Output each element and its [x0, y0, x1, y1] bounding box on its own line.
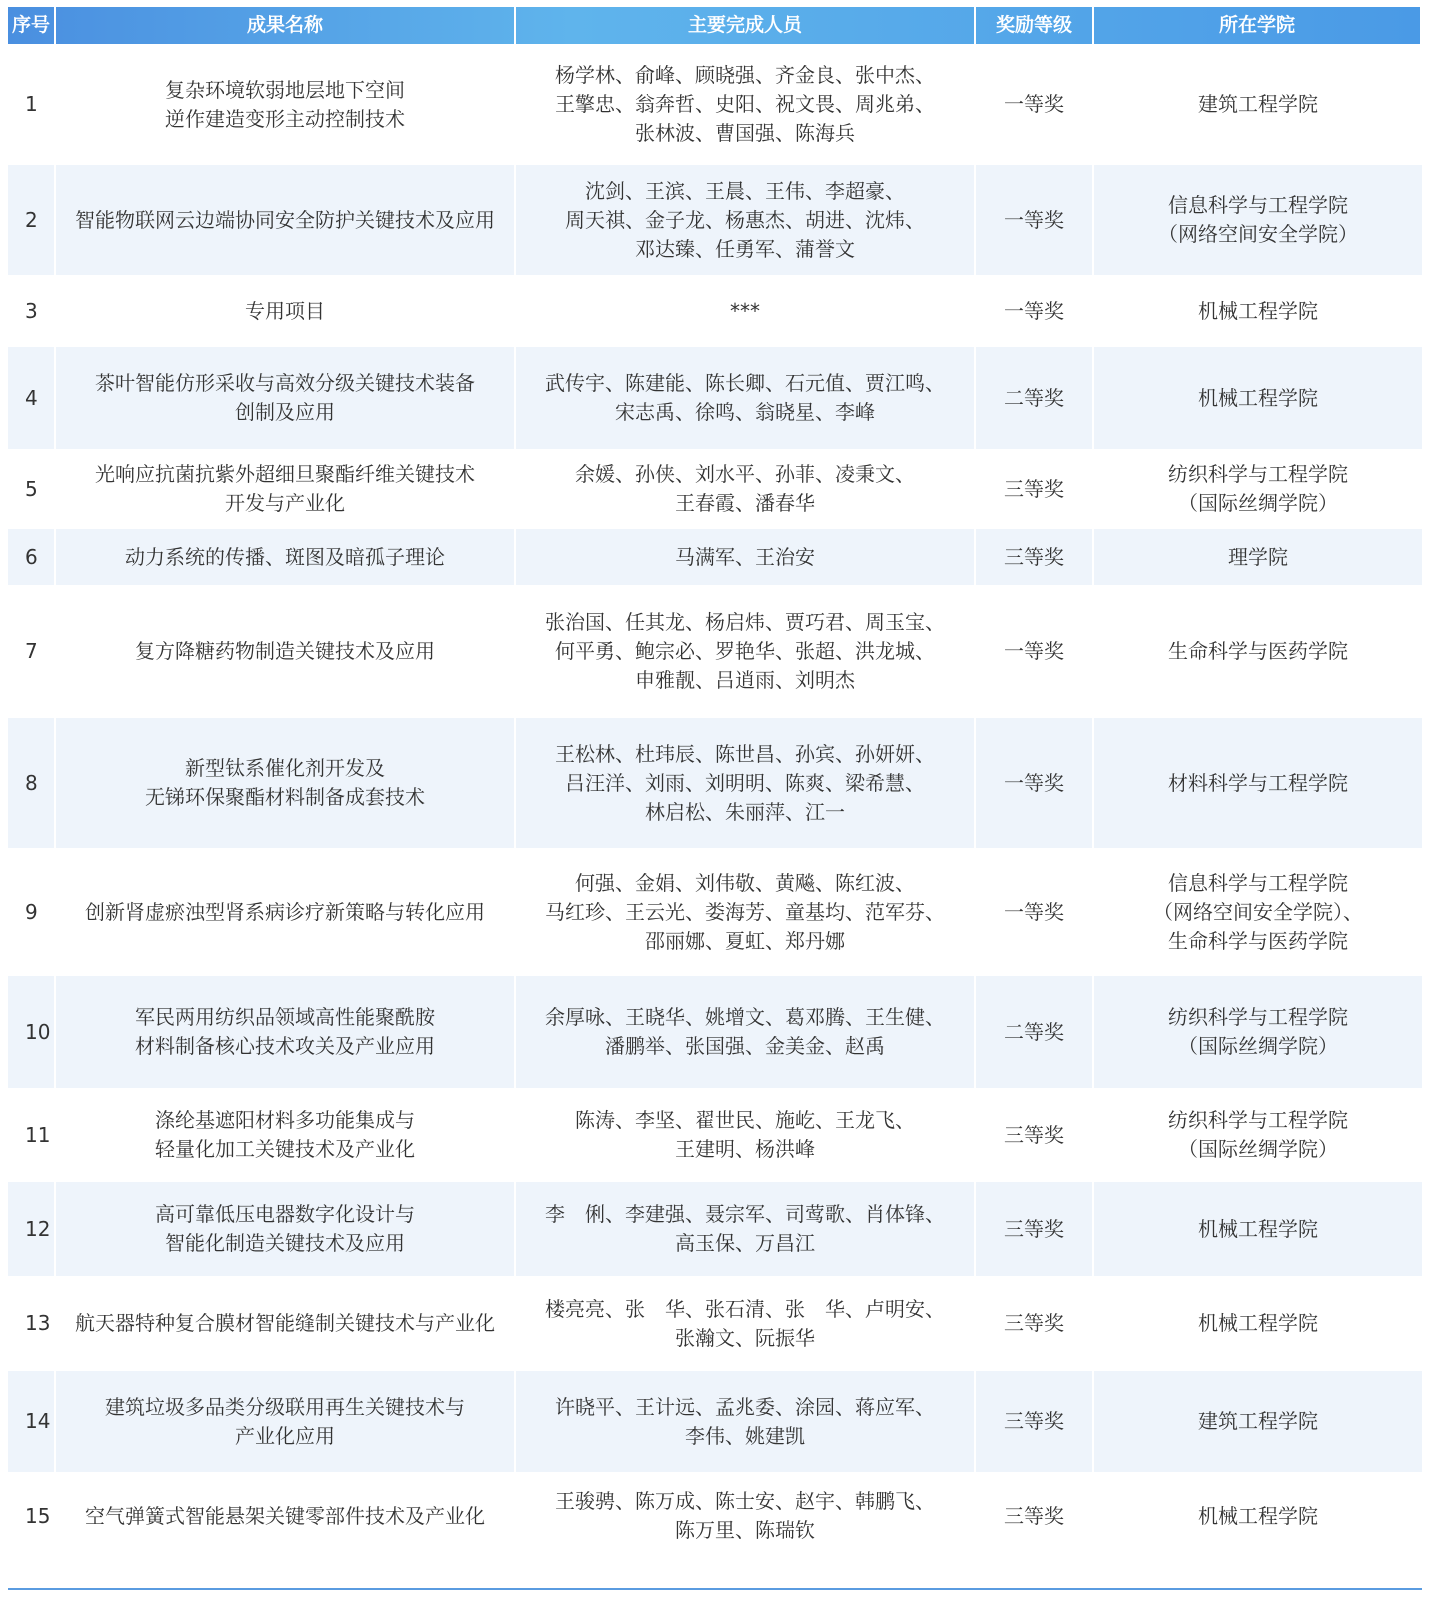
row-level: 一等奖 — [976, 848, 1094, 976]
row-members: 张治国、任其龙、杨启炜、贾巧君、周玉宝、 何平勇、鲍宗必、罗艳华、张超、洪龙城、 申雅靓、吕逍雨、刘明杰 — [516, 585, 976, 718]
row-title: 新型钛系催化剂开发及 无锑环保聚酯材料制备成套技术 — [56, 718, 516, 848]
row-members: 余厚咏、王晓华、姚增文、葛邓腾、王生健、 潘鹏举、张国强、金美金、赵禹 — [516, 976, 976, 1088]
row-college: 机械工程学院 — [1198, 1311, 1318, 1335]
table-row — [8, 1371, 1422, 1472]
row-members: 王松林、杜玮辰、陈世昌、孙宾、孙妍妍、 吕汪洋、刘雨、刘明明、陈爽、梁希慧、 林启松、朱丽萍、江一 — [516, 718, 976, 848]
table-row — [8, 1088, 1422, 1182]
row-members: 杨学林、俞峰、顾晓强、齐金良、张中杰、 王擎忠、翁奔哲、史阳、祝文畏、周兆弟、 张林波、曹国强、陈海兵 — [516, 44, 976, 165]
table-row — [8, 275, 1422, 347]
row-college: 纺织科学与工程学院 （国际丝绸学院） — [1168, 1005, 1348, 1058]
row-members: 马满军、王治安 — [516, 529, 976, 585]
table-header — [8, 7, 1422, 44]
row-members: 李 俐、李建强、聂宗军、司莺歌、肖体锋、 高玉保、万昌江 — [516, 1182, 976, 1276]
row-title: 创新肾虚瘀浊型肾系病诊疗新策略与转化应用 — [56, 848, 516, 976]
row-title: 军民两用纺织品领域高性能聚酰胺 材料制备核心技术攻关及产业应用 — [56, 976, 516, 1088]
row-index: 6 — [8, 529, 56, 585]
row-level: 二等奖 — [976, 347, 1094, 449]
row-index: 11 — [8, 1088, 56, 1182]
row-title: 航天器特种复合膜材智能缝制关键技术与产业化 — [56, 1276, 516, 1371]
table-row — [8, 347, 1422, 449]
row-college: 信息科学与工程学院 （网络空间安全学院）、 生命科学与医药学院 — [1153, 870, 1363, 953]
row-level: 三等奖 — [976, 1276, 1094, 1371]
row-index: 5 — [8, 449, 56, 529]
row-title: 动力系统的传播、斑图及暗孤子理论 — [56, 529, 516, 585]
row-college: 建筑工程学院 — [1198, 92, 1318, 116]
row-members: 余媛、孙侠、刘水平、孙菲、凌秉文、 王春霞、潘春华 — [516, 449, 976, 529]
row-college: 机械工程学院 — [1198, 1503, 1318, 1528]
table-row — [8, 449, 1422, 529]
row-index: 15 — [8, 1472, 56, 1560]
row-members: 何强、金娟、刘伟敬、黄飚、陈红波、 马红珍、王云光、娄海芳、童基均、范军芬、 邵丽娜、夏虹、郑丹娜 — [516, 848, 976, 976]
header-index: 序号 — [8, 7, 56, 44]
row-level: 三等奖 — [976, 1088, 1094, 1182]
row-index: 12 — [8, 1182, 56, 1276]
row-index: 9 — [8, 848, 56, 976]
row-title: 茶叶智能仿形采收与高效分级关键技术装备 创制及应用 — [56, 347, 516, 449]
row-level: 一等奖 — [976, 718, 1094, 848]
row-college: 机械工程学院 — [1198, 385, 1318, 410]
row-title: 建筑垃圾多品类分级联用再生关键技术与 产业化应用 — [56, 1371, 516, 1472]
row-college: 材料科学与工程学院 — [1168, 770, 1348, 795]
row-index: 7 — [8, 585, 56, 718]
row-level: 三等奖 — [976, 1371, 1094, 1472]
row-members: *** — [516, 275, 976, 347]
row-level: 二等奖 — [976, 976, 1094, 1088]
row-title: 空气弹簧式智能悬架关键零部件技术及产业化 — [56, 1472, 516, 1560]
header-members: 主要完成人员 — [516, 7, 976, 44]
table-row — [8, 165, 1422, 275]
row-index: 8 — [8, 718, 56, 848]
row-college: 纺织科学与工程学院 （国际丝绸学院） — [1168, 462, 1348, 515]
header-title: 成果名称 — [56, 7, 516, 44]
table-row — [8, 529, 1422, 585]
row-college: 机械工程学院 — [1198, 1216, 1318, 1241]
row-level: 三等奖 — [976, 1472, 1094, 1560]
table-bottom-rule — [8, 1588, 1422, 1590]
row-index: 1 — [8, 44, 56, 165]
row-members: 沈剑、王滨、王晨、王伟、李超豪、 周天祺、金子龙、杨惠杰、胡进、沈炜、 邓达臻、任勇军、蒲誉文 — [516, 165, 976, 275]
row-title: 智能物联网云边端协同安全防护关键技术及应用 — [56, 165, 516, 275]
row-college: 理学院 — [1228, 544, 1288, 569]
row-index: 2 — [8, 165, 56, 275]
row-title: 复杂环境软弱地层地下空间 逆作建造变形主动控制技术 — [56, 44, 516, 165]
awards-table — [8, 7, 1422, 1560]
row-college: 生命科学与医药学院 — [1168, 639, 1348, 663]
table-row — [8, 848, 1422, 976]
table-row — [8, 1276, 1422, 1371]
row-college: 建筑工程学院 — [1198, 1409, 1318, 1433]
row-title: 专用项目 — [56, 275, 516, 347]
row-level: 一等奖 — [976, 44, 1094, 165]
table-row — [8, 718, 1422, 848]
row-index: 10 — [8, 976, 56, 1088]
row-level: 三等奖 — [976, 529, 1094, 585]
row-members: 陈涛、李坚、翟世民、施屹、王龙飞、 王建明、杨洪峰 — [516, 1088, 976, 1182]
table-row — [8, 1182, 1422, 1276]
row-index: 3 — [8, 275, 56, 347]
header-level: 奖励等级 — [976, 7, 1094, 44]
row-level: 一等奖 — [976, 165, 1094, 275]
row-members: 许晓平、王计远、孟兆委、涂园、蒋应军、 李伟、姚建凯 — [516, 1371, 976, 1472]
row-title: 高可靠低压电器数字化设计与 智能化制造关键技术及应用 — [56, 1182, 516, 1276]
row-members: 武传宇、陈建能、陈长卿、石元值、贾江鸣、 宋志禹、徐鸣、翁晓星、李峰 — [516, 347, 976, 449]
row-title: 复方降糖药物制造关键技术及应用 — [56, 585, 516, 718]
row-title: 涤纶基遮阳材料多功能集成与 轻量化加工关键技术及产业化 — [56, 1088, 516, 1182]
table-row — [8, 976, 1422, 1088]
table-row — [8, 1472, 1422, 1560]
row-level: 一等奖 — [976, 585, 1094, 718]
header-college: 所在学院 — [1094, 7, 1422, 44]
row-index: 13 — [8, 1276, 56, 1371]
row-college: 机械工程学院 — [1198, 298, 1318, 323]
row-college: 信息科学与工程学院 （网络空间安全学院） — [1158, 193, 1358, 246]
row-level: 三等奖 — [976, 449, 1094, 529]
table-row — [8, 44, 1422, 165]
table-row — [8, 585, 1422, 718]
row-level: 一等奖 — [976, 275, 1094, 347]
row-members: 王骏骋、陈万成、陈士安、赵宇、韩鹏飞、 陈万里、陈瑞钦 — [516, 1472, 976, 1560]
row-college: 纺织科学与工程学院 （国际丝绸学院） — [1168, 1108, 1348, 1161]
row-index: 14 — [8, 1371, 56, 1472]
row-index: 4 — [8, 347, 56, 449]
row-level: 三等奖 — [976, 1182, 1094, 1276]
row-members: 楼亮亮、张 华、张石清、张 华、卢明安、 张瀚文、阮振华 — [516, 1276, 976, 1371]
row-title: 光响应抗菌抗紫外超细旦聚酯纤维关键技术 开发与产业化 — [56, 449, 516, 529]
